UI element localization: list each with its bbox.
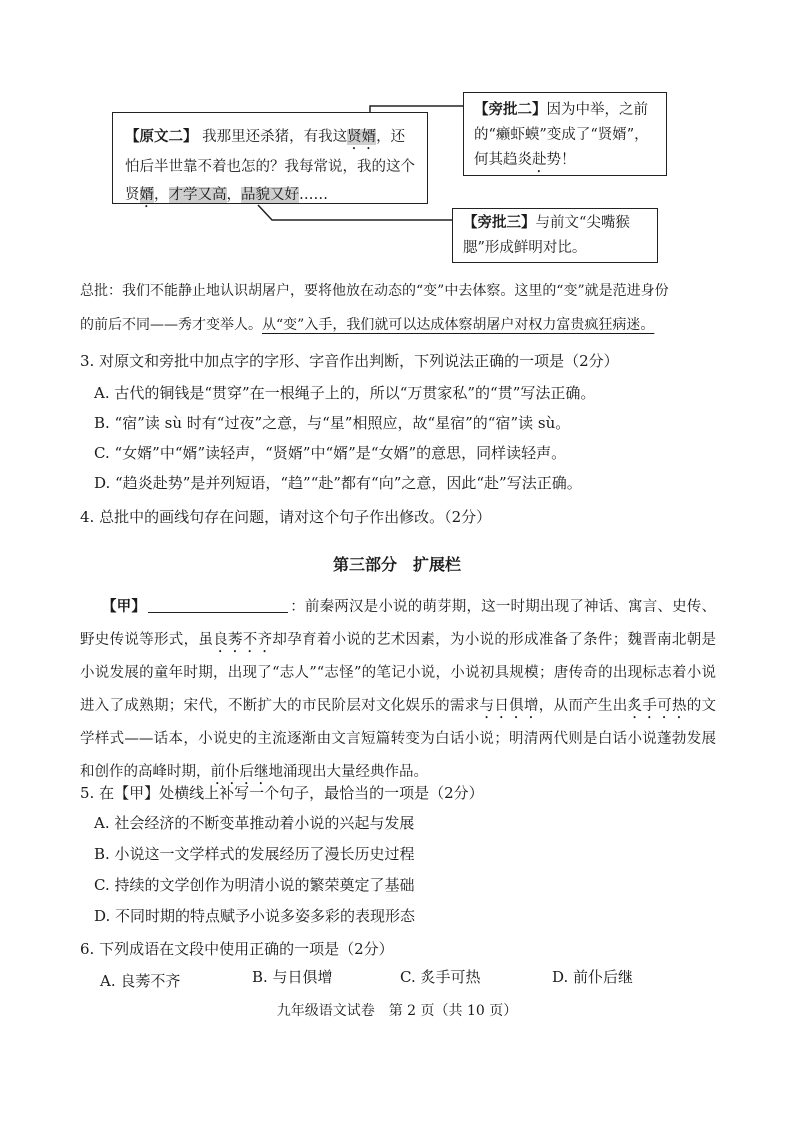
original-text-box: 【原文二】 我那里还杀猪，有我这贤婿，还怕后半世靠不着也怎的？我每常说，我的这个贤婿，才学又高，品貌又好…… — [112, 112, 428, 204]
q6-option-c: C. 炙手可热 — [400, 968, 481, 986]
q6-stem: 6. 下列成语在文段中使用正确的一项是（2分） — [80, 940, 394, 958]
q6-option-b: B. 与日俱增 — [252, 968, 333, 986]
q3-option-d: D. “趋炎赴势”是并列短语，“趋”“赴”都有“向”之意，因此“赴”写法正确。 — [94, 474, 582, 492]
highlight-xu: 婿 — [139, 187, 154, 203]
summary-text: 的前后不同——秀才变举人。 — [80, 317, 262, 333]
passage-jia: 【甲】 ：前秦两汉是小说的萌芽期，这一时期出现了神话、寓言、史传、野史传说等形式，虽良莠不齐却孕育着小说的艺术因素，为小说的形成准备了条件；魏晋南北朝是小说发展的童年时期，出现了“志人”“志怪”的笔记小说，小说初具规模；唐传奇的出现标志着小说进入了成熟期；宋代，不断扩大的市民阶层对文化娱乐的需求与日俱增，从而产生出炙手可热的文学样式——话本，小说史的主流逐渐由文言短篇转变为白话小说；明清两代则是白话小说蓬勃发展和创作的高峰时期，前仆后继地涌现出大量经典作品。 — [80, 598, 717, 780]
idiom-qianpu: 前仆后继 — [210, 764, 269, 780]
passage-jia-tag: 【甲】 — [102, 598, 147, 615]
q5-stem: 5. 在【甲】处横线上补写一个句子，最恰当的一项是（2分） — [80, 784, 484, 802]
q5-option-b: B. 小说这一文学样式的发展经历了漫长历史过程 — [94, 845, 415, 863]
q5-option-d: D. 不同时期的特点赋予小说多姿多彩的表现形态 — [94, 907, 416, 925]
q3-stem: 3. 对原文和旁批中加点字的字形、字音作出判断，下列说法正确的一项是（2分） — [80, 352, 619, 370]
idiom-yuriju: 与日俱增 — [479, 698, 539, 714]
highlight-caixue: 才学又高 — [168, 187, 227, 203]
q5-option-a: A. 社会经济的不断变革推动着小说的兴起与发展 — [94, 814, 415, 832]
summary-line-1: 总批：我们不能静止地认识胡屠户，要将他放在动态的“变”中去体察。这里的“变”就是范进身份 — [80, 283, 669, 299]
side-note-2-box: 【旁批二】因为中举，之前的“癞虾蟆”变成了“贤婿”，何其趋炎赴势！ — [463, 92, 667, 176]
summary-underlined-sentence: 从“变”入手，我们就可以达成体察胡屠户对权力富贵疯狂病迷。 — [262, 317, 655, 333]
q3-option-b: B. “宿”读 sù 时有“过夜”之意，与“星”相照应，故“星宿”的“宿”读 sù。 — [94, 414, 571, 432]
q6-option-a: A. 良莠不齐 — [100, 972, 181, 990]
dotted-fu: 赴 — [532, 152, 547, 168]
summary-line-2 — [80, 314, 654, 334]
idiom-liangyou: 良莠不齐 — [213, 632, 273, 648]
part3-title: 第三部分 扩展栏 — [332, 555, 461, 574]
q4-stem: 4. 总批中的画线句存在问题，请对这个句子作出修改。（2分） — [80, 508, 492, 526]
q3-option-c: C. “女婿”中“婿”读轻声，“贤婿”中“婿”是“女婿”的意思，同样读轻声。 — [94, 444, 567, 462]
highlight-xianxu-1: 贤婿 — [347, 129, 377, 145]
idiom-zhishou: 炙手可热 — [627, 698, 687, 714]
side-note-3-tag: 【旁批三】 — [463, 214, 536, 231]
q3-option-a: A. 古代的铜钱是“贯穿”在一根绳子上的，所以“万贯家私”的“贯”写法正确。 — [94, 384, 596, 402]
original-text-tag: 【原文二】 — [125, 128, 198, 145]
answer-blank[interactable] — [148, 596, 288, 613]
q6-option-d: D. 前仆后继 — [552, 968, 634, 986]
q5-option-c: C. 持续的文学创作为明清小说的繁荣奠定了基础 — [94, 876, 415, 894]
side-note-2-tag: 【旁批二】 — [474, 101, 547, 118]
page-footer: 九年级语文试卷 第 2 页（共 10 页） — [276, 1003, 518, 1019]
highlight-pinmao: 品貌又好 — [241, 187, 299, 203]
side-note-3-box: 【旁批三】与前文“尖嘴猴腮”形成鲜明对比。 — [452, 208, 658, 263]
